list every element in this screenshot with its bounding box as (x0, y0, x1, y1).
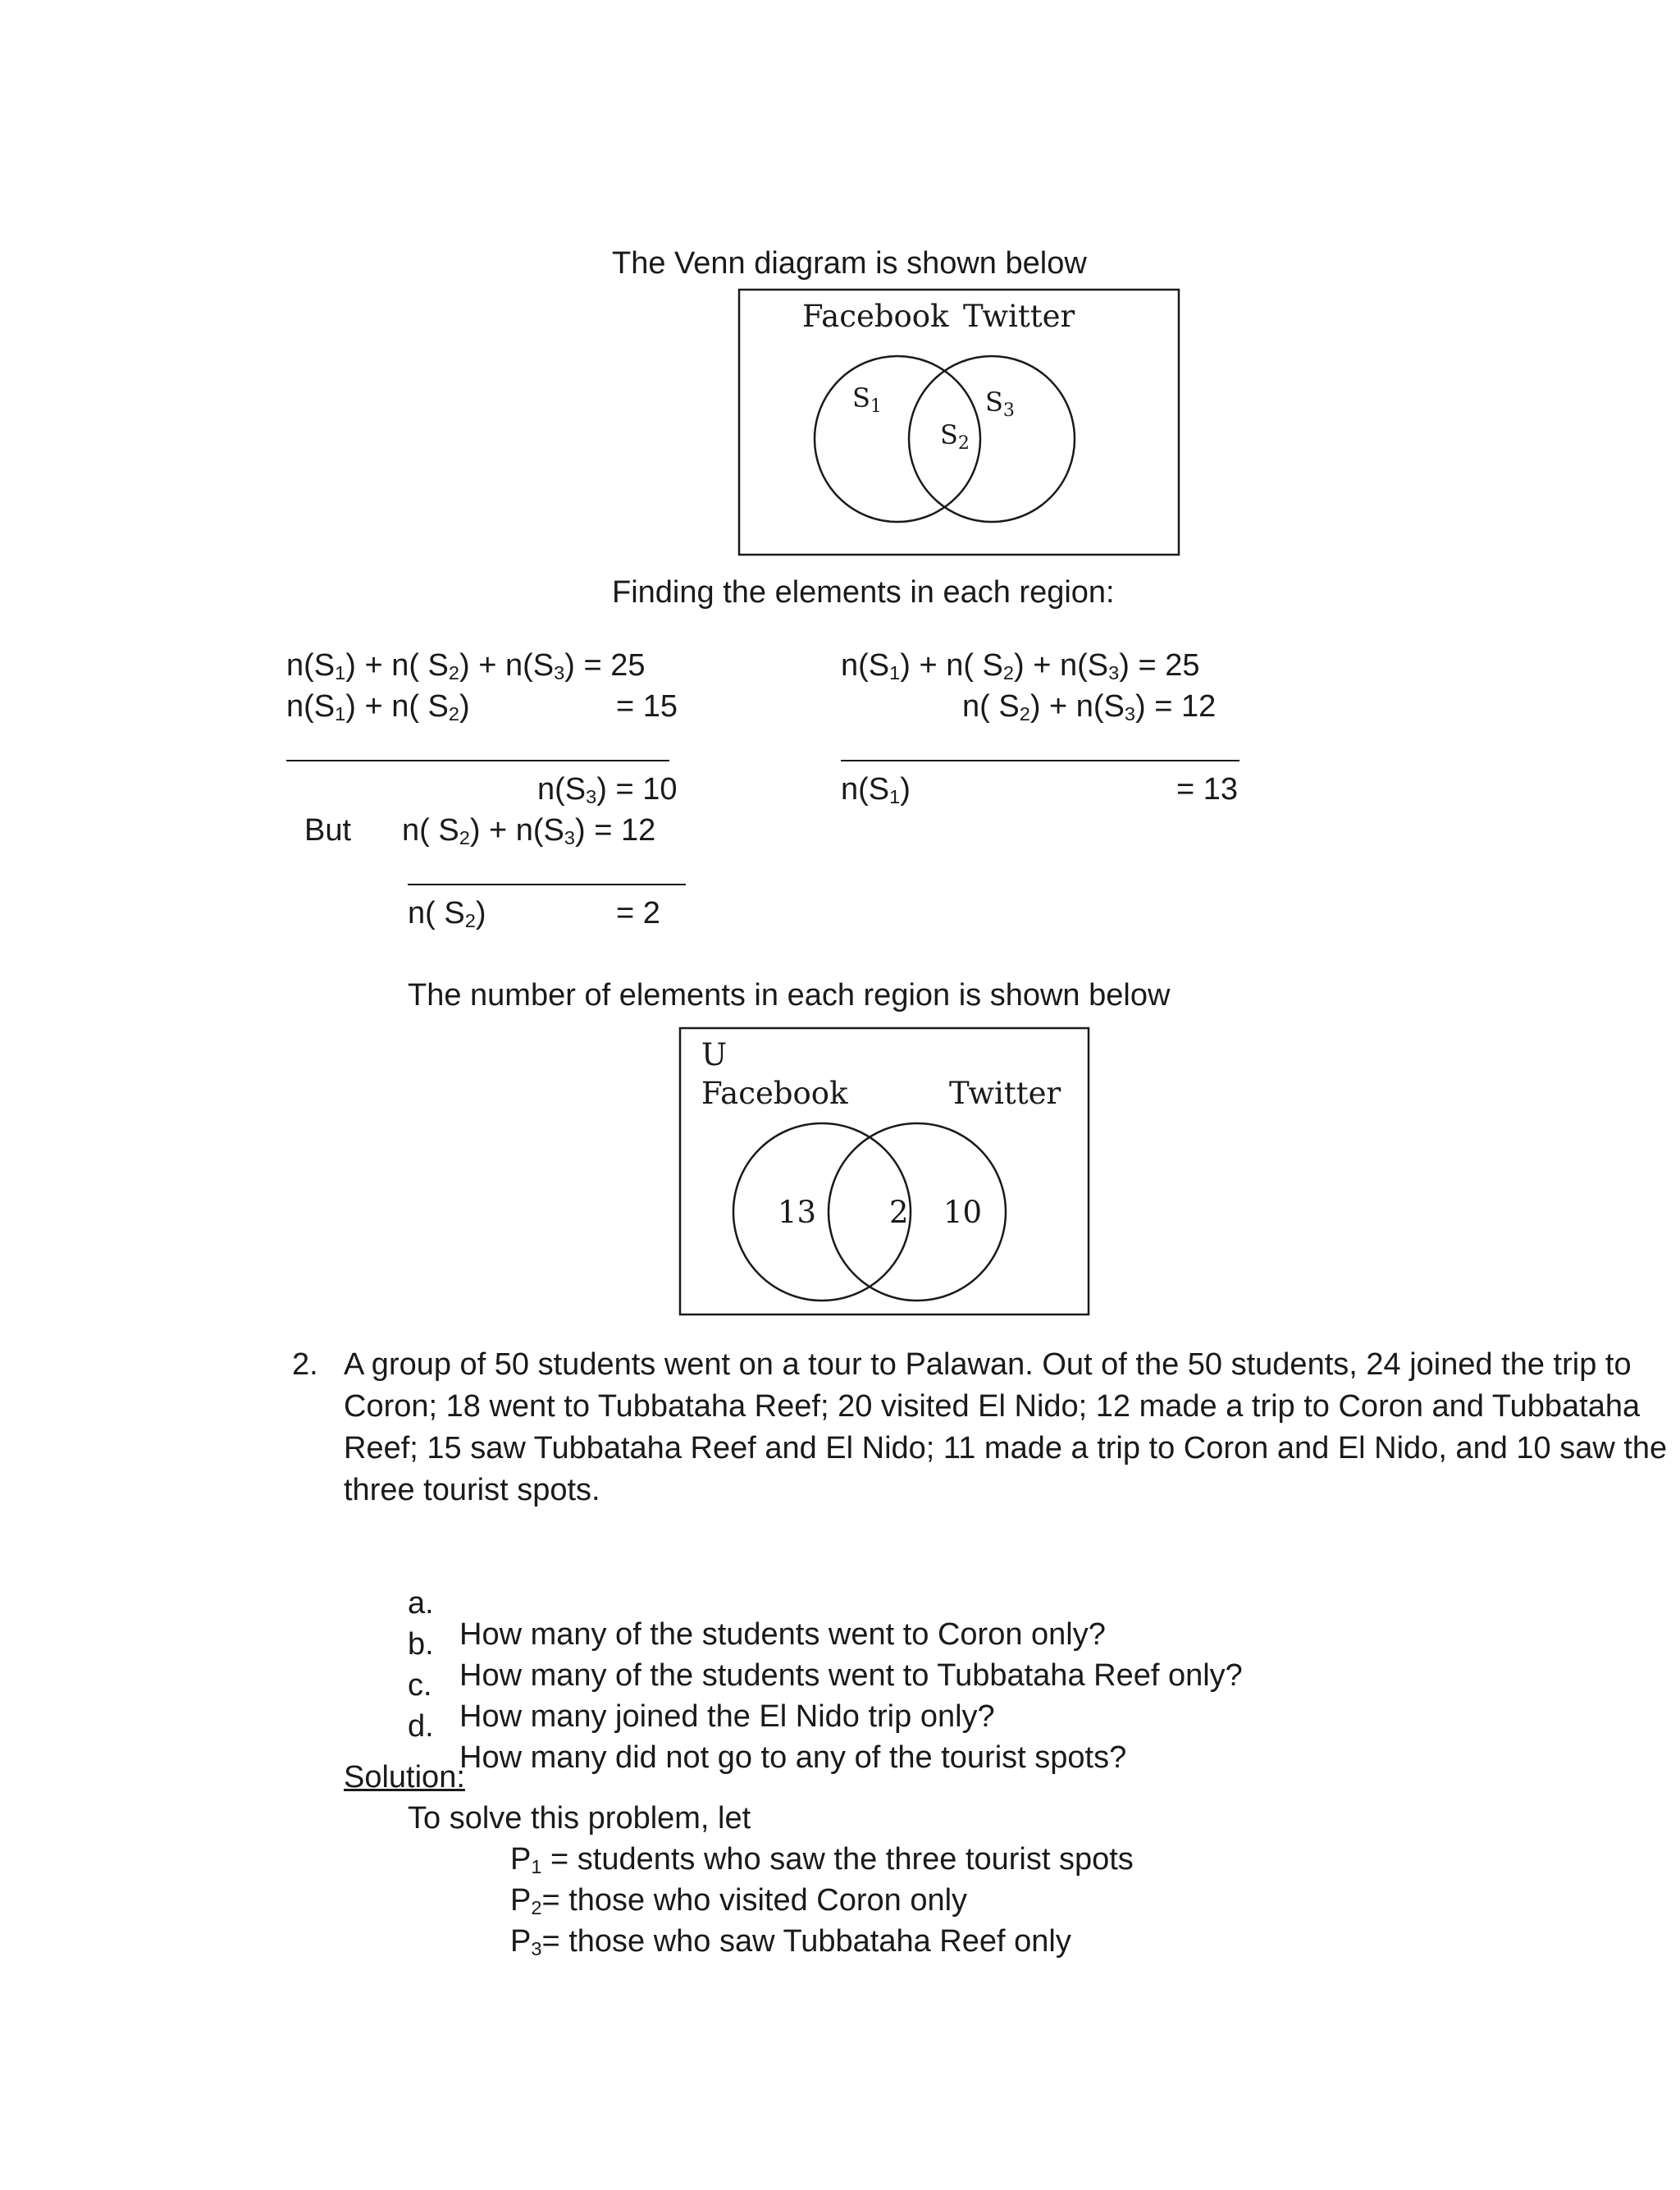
venn2-twitter-circle (829, 1123, 1006, 1301)
question-letter: c. (408, 1668, 432, 1703)
venn-diagram-2 (680, 1028, 1089, 1314)
finding-heading: Finding the elements in each region: (612, 575, 1115, 610)
venn1-facebook-label: Facebook (802, 299, 949, 334)
question-text: How many did not go to any of the tourist spots? (459, 1740, 1127, 1775)
question-text: How many of the students went to Coron only? (459, 1617, 1106, 1652)
solution-intro: To solve this problem, let (408, 1801, 751, 1836)
region-heading: The number of elements in each region is shown below (408, 978, 1171, 1013)
venn-diagram-1 (739, 290, 1179, 555)
right-calc-line-3: $n(S_1)$ (841, 772, 911, 808)
question-text: How many of the students went to Tubbataha Reef only? (459, 1658, 1243, 1693)
definition-p1: $P_1$ = students who saw the three tourist spots (510, 1842, 1134, 1878)
definition-p2: $P_2=$ those who visited Coron only (510, 1883, 968, 1919)
problem-number: 2. (292, 1347, 318, 1382)
venn2-facebook-circle (733, 1123, 911, 1301)
left-calc-line-5: n( $S_2$) (408, 896, 486, 932)
solution-heading: Solution: (344, 1760, 465, 1795)
venn1-region-s1: S1 (852, 382, 882, 417)
venn1-region-s2: S2 (940, 419, 970, 454)
question-letter: b. (408, 1627, 434, 1662)
venn2-facebook-label: Facebook (701, 1076, 848, 1111)
left-calc-but: But (304, 813, 352, 848)
question-letter: d. (408, 1709, 434, 1744)
venn2-universe-box (680, 1028, 1089, 1314)
venn2-intersection-count: 2 (889, 1195, 909, 1230)
definition-p3: $P_3=$ those who saw Tubbataha Reef only (510, 1924, 1071, 1960)
venn1-region-s3: S3 (985, 386, 1015, 421)
venn2-facebook-only-count: 13 (778, 1195, 817, 1230)
venn1-twitter-label: Twitter (963, 299, 1075, 334)
venn1-universe-box (739, 290, 1179, 555)
left-calc-line-2: $n(S_1) + n$( $S_2$) (286, 689, 470, 725)
venn1-twitter-circle (909, 356, 1075, 522)
question-text: How many joined the El Nido trip only? (459, 1699, 995, 1734)
right-calc-line-1: $n(S_1) + n$( $S_2) + n(S_3) = 25$ (841, 648, 1200, 684)
venn2-twitter-only-count: 10 (943, 1195, 983, 1230)
left-calc-line-5-result: = 2 (616, 896, 660, 930)
left-calc-line-1: $n(S_1) + n$( $S_2) + n(S_3) = 25$ (286, 648, 646, 684)
venn1-facebook-circle (815, 356, 980, 522)
question-letter: a. (408, 1586, 434, 1621)
problem-text: A group of 50 students went on a tour to Palawan. Out of the 50 students, 24 joined the trip to Coron; 18 went to Tubbataha Reef; 20 visited El Nido; 12 made a trip to Coron and Tubbataha Reef; 15 saw Tubbataha Reef and El Nido; 11 made a trip to Coron and El Nido, and 10 saw the three tourist spots. (344, 1347, 1668, 1507)
right-calc-rule (841, 760, 1239, 761)
left-calc-line-3: $n(S_3) = 10$ (537, 772, 678, 808)
left-calc-rule-1 (286, 760, 669, 761)
right-calc-line-2: n( $S_2) + n(S_3) = 12$ (962, 689, 1217, 725)
venn2-twitter-label: Twitter (949, 1076, 1061, 1111)
left-calc-line-2-result: = 15 (616, 689, 678, 724)
left-calc-line-4: n( $S_2) + n(S_3) = 12$ (402, 813, 656, 849)
left-calc-rule-2 (408, 884, 686, 885)
intro-text: The Venn diagram is shown below (612, 246, 1087, 281)
venn2-universe-label: U (701, 1037, 728, 1072)
right-calc-line-3-result: = 13 (1176, 772, 1239, 807)
